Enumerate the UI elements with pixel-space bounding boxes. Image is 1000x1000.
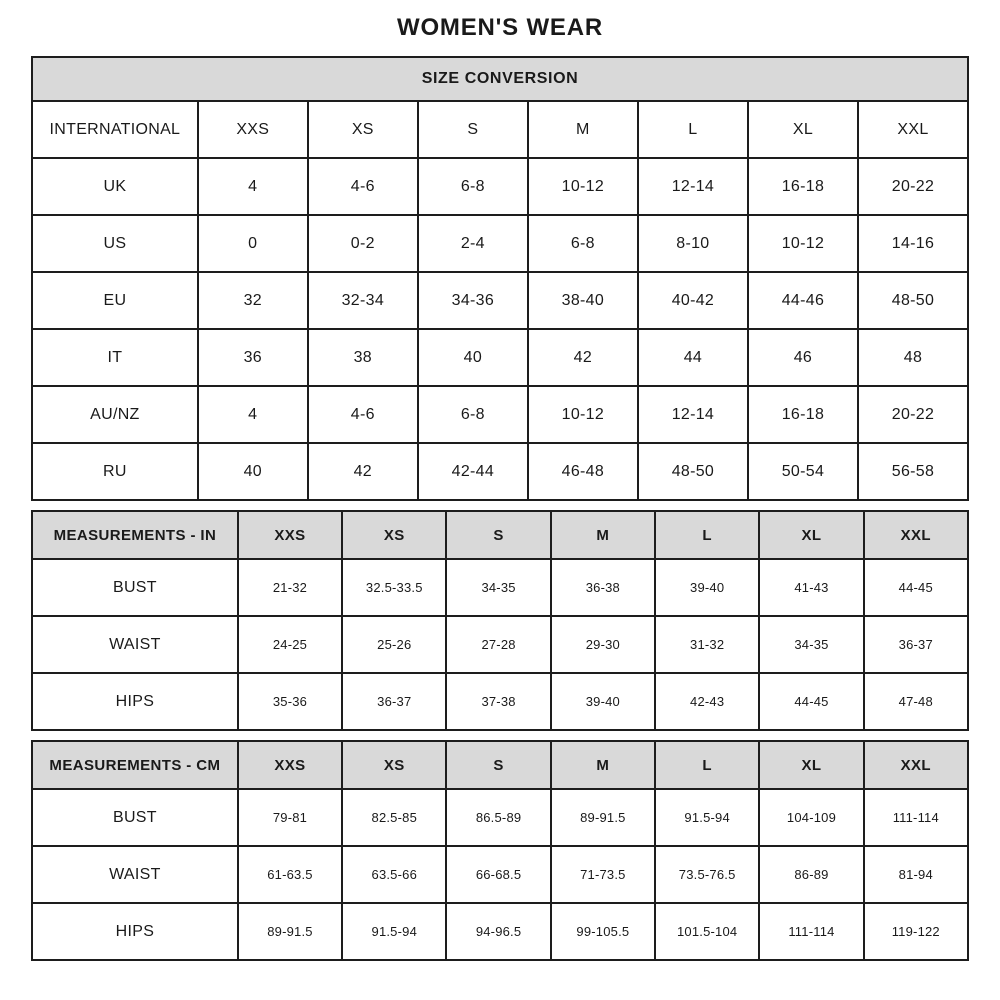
table-row bbox=[32, 616, 968, 673]
row-label: EU bbox=[32, 272, 198, 329]
table-row bbox=[32, 215, 968, 272]
size-cell: 8-10 bbox=[638, 215, 748, 272]
value-cell: 111-114 bbox=[864, 789, 968, 846]
value-cell: 29-30 bbox=[551, 616, 655, 673]
size-cell: 46-48 bbox=[528, 443, 638, 500]
table-row bbox=[32, 559, 968, 616]
size-column-header: XL bbox=[748, 101, 858, 158]
row-label: BUST bbox=[32, 789, 238, 846]
table-row bbox=[32, 846, 968, 903]
measurements-cm-table bbox=[31, 740, 969, 961]
value-cell: 34-35 bbox=[759, 616, 863, 673]
size-cell: 20-22 bbox=[858, 158, 968, 215]
page-title: WOMEN'S WEAR bbox=[397, 14, 603, 41]
size-cell: 44 bbox=[638, 329, 748, 386]
value-cell: 81-94 bbox=[864, 846, 968, 903]
table-row bbox=[32, 443, 968, 500]
value-cell: 104-109 bbox=[759, 789, 863, 846]
table-row bbox=[32, 386, 968, 443]
size-column-header: XL bbox=[759, 741, 863, 789]
table-row bbox=[32, 329, 968, 386]
size-column-header: XS bbox=[308, 101, 418, 158]
size-cell: 42-44 bbox=[418, 443, 528, 500]
table-row bbox=[32, 158, 968, 215]
size-cell: 50-54 bbox=[748, 443, 858, 500]
table-row bbox=[32, 903, 968, 960]
size-cell: 12-14 bbox=[638, 386, 748, 443]
size-column-header: XXL bbox=[858, 101, 968, 158]
value-cell: 37-38 bbox=[446, 673, 550, 730]
row-label: AU/NZ bbox=[32, 386, 198, 443]
value-cell: 27-28 bbox=[446, 616, 550, 673]
size-cell: 10-12 bbox=[528, 386, 638, 443]
value-cell: 101.5-104 bbox=[655, 903, 759, 960]
value-cell: 42-43 bbox=[655, 673, 759, 730]
size-cell: 16-18 bbox=[748, 386, 858, 443]
size-cell: 38-40 bbox=[528, 272, 638, 329]
value-cell: 21-32 bbox=[238, 559, 342, 616]
size-cell: 10-12 bbox=[748, 215, 858, 272]
size-cell: 36 bbox=[198, 329, 308, 386]
row-label: BUST bbox=[32, 559, 238, 616]
table-row bbox=[32, 789, 968, 846]
size-cell: 20-22 bbox=[858, 386, 968, 443]
size-cell: 44-46 bbox=[748, 272, 858, 329]
size-column-header: L bbox=[638, 101, 748, 158]
value-cell: 66-68.5 bbox=[446, 846, 550, 903]
row-label: HIPS bbox=[32, 903, 238, 960]
value-cell: 35-36 bbox=[238, 673, 342, 730]
size-cell: 46 bbox=[748, 329, 858, 386]
size-cell: 40 bbox=[198, 443, 308, 500]
value-cell: 36-37 bbox=[342, 673, 446, 730]
size-cell: 42 bbox=[528, 329, 638, 386]
row-label: RU bbox=[32, 443, 198, 500]
size-cell: 48 bbox=[858, 329, 968, 386]
value-cell: 41-43 bbox=[759, 559, 863, 616]
size-column-header: M bbox=[551, 741, 655, 789]
size-cell: 2-4 bbox=[418, 215, 528, 272]
value-cell: 31-32 bbox=[655, 616, 759, 673]
row-label: HIPS bbox=[32, 673, 238, 730]
size-cell: 16-18 bbox=[748, 158, 858, 215]
size-column-header: M bbox=[528, 101, 638, 158]
value-cell: 86.5-89 bbox=[446, 789, 550, 846]
measurements-in-table bbox=[31, 510, 969, 731]
value-cell: 36-38 bbox=[551, 559, 655, 616]
value-cell: 71-73.5 bbox=[551, 846, 655, 903]
size-column-header: S bbox=[446, 741, 550, 789]
size-cell: 6-8 bbox=[418, 386, 528, 443]
value-cell: 99-105.5 bbox=[551, 903, 655, 960]
size-column-header: S bbox=[446, 511, 550, 559]
size-column-header: L bbox=[655, 511, 759, 559]
size-column-header: XL bbox=[759, 511, 863, 559]
size-conversion-table bbox=[31, 56, 969, 501]
size-cell: 14-16 bbox=[858, 215, 968, 272]
size-column-header: XXS bbox=[238, 741, 342, 789]
value-cell: 61-63.5 bbox=[238, 846, 342, 903]
value-cell: 73.5-76.5 bbox=[655, 846, 759, 903]
size-column-header: M bbox=[551, 511, 655, 559]
size-column-header: XXL bbox=[864, 511, 968, 559]
size-cell: 0 bbox=[198, 215, 308, 272]
size-column-header: S bbox=[418, 101, 528, 158]
size-column-header: L bbox=[655, 741, 759, 789]
value-cell: 94-96.5 bbox=[446, 903, 550, 960]
row-label: IT bbox=[32, 329, 198, 386]
measurements-cm-header: MEASUREMENTS - CM bbox=[32, 741, 238, 789]
size-cell: 48-50 bbox=[858, 272, 968, 329]
size-cell: 38 bbox=[308, 329, 418, 386]
size-cell: 4-6 bbox=[308, 158, 418, 215]
size-cell: 10-12 bbox=[528, 158, 638, 215]
size-cell: 32-34 bbox=[308, 272, 418, 329]
size-column-header: XS bbox=[342, 511, 446, 559]
size-cell: 40 bbox=[418, 329, 528, 386]
size-cell: 48-50 bbox=[638, 443, 748, 500]
table-header-row bbox=[32, 741, 968, 789]
table-row bbox=[32, 673, 968, 730]
table-header-row bbox=[32, 57, 968, 101]
size-cell: 40-42 bbox=[638, 272, 748, 329]
value-cell: 32.5-33.5 bbox=[342, 559, 446, 616]
size-cell: 4 bbox=[198, 386, 308, 443]
table-row bbox=[32, 272, 968, 329]
value-cell: 63.5-66 bbox=[342, 846, 446, 903]
value-cell: 36-37 bbox=[864, 616, 968, 673]
size-cell: 32 bbox=[198, 272, 308, 329]
size-column-header: XXS bbox=[198, 101, 308, 158]
size-cell: 0-2 bbox=[308, 215, 418, 272]
value-cell: 79-81 bbox=[238, 789, 342, 846]
value-cell: 39-40 bbox=[655, 559, 759, 616]
row-label: WAIST bbox=[32, 846, 238, 903]
value-cell: 89-91.5 bbox=[238, 903, 342, 960]
value-cell: 89-91.5 bbox=[551, 789, 655, 846]
row-label: US bbox=[32, 215, 198, 272]
measurements-in-header: MEASUREMENTS - IN bbox=[32, 511, 238, 559]
size-column-header: XXS bbox=[238, 511, 342, 559]
value-cell: 91.5-94 bbox=[655, 789, 759, 846]
value-cell: 44-45 bbox=[759, 673, 863, 730]
table-header-row bbox=[32, 511, 968, 559]
value-cell: 119-122 bbox=[864, 903, 968, 960]
size-cell: 4-6 bbox=[308, 386, 418, 443]
value-cell: 39-40 bbox=[551, 673, 655, 730]
size-cell: 56-58 bbox=[858, 443, 968, 500]
value-cell: 91.5-94 bbox=[342, 903, 446, 960]
size-cell: 4 bbox=[198, 158, 308, 215]
value-cell: 34-35 bbox=[446, 559, 550, 616]
size-cell: 6-8 bbox=[528, 215, 638, 272]
size-cell: 12-14 bbox=[638, 158, 748, 215]
size-cell: 6-8 bbox=[418, 158, 528, 215]
value-cell: 24-25 bbox=[238, 616, 342, 673]
size-cell: 34-36 bbox=[418, 272, 528, 329]
value-cell: 86-89 bbox=[759, 846, 863, 903]
table-row bbox=[32, 101, 968, 158]
value-cell: 47-48 bbox=[864, 673, 968, 730]
row-label: WAIST bbox=[32, 616, 238, 673]
value-cell: 44-45 bbox=[864, 559, 968, 616]
size-cell: 42 bbox=[308, 443, 418, 500]
size-column-header: XXL bbox=[864, 741, 968, 789]
size-conversion-header: SIZE CONVERSION bbox=[32, 57, 968, 101]
column-header-international: INTERNATIONAL bbox=[32, 101, 198, 158]
row-label: UK bbox=[32, 158, 198, 215]
value-cell: 82.5-85 bbox=[342, 789, 446, 846]
value-cell: 25-26 bbox=[342, 616, 446, 673]
size-column-header: XS bbox=[342, 741, 446, 789]
value-cell: 111-114 bbox=[759, 903, 863, 960]
